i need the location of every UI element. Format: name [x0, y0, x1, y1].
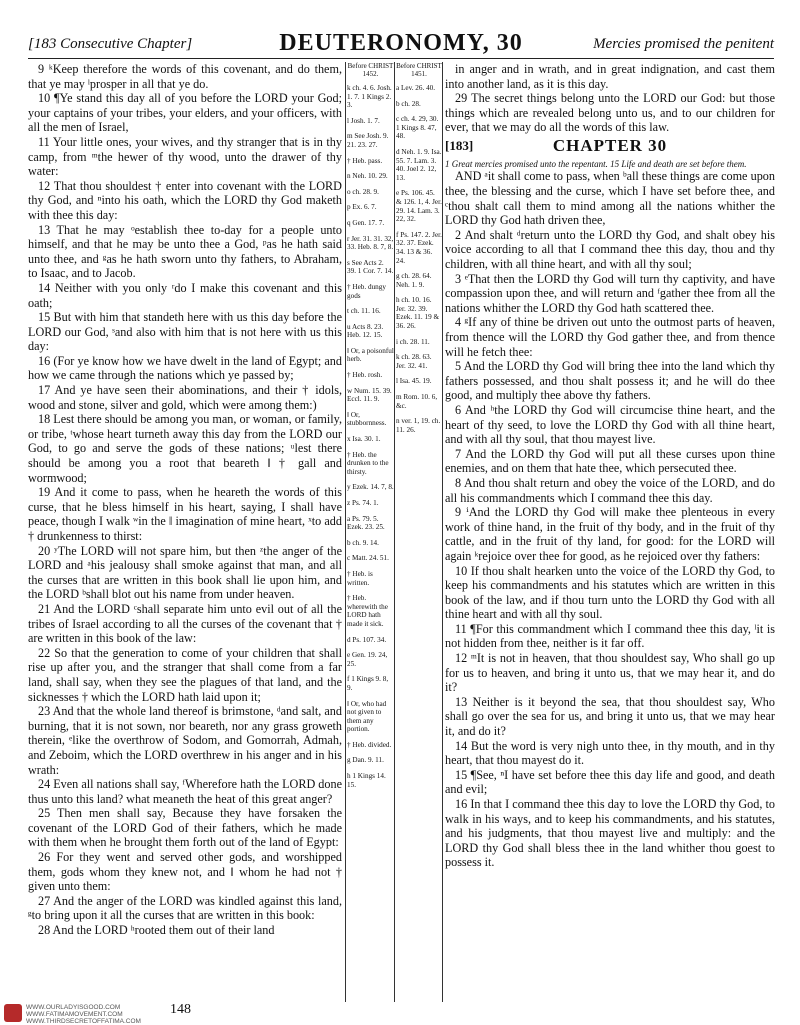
site-logo-icon — [4, 1004, 22, 1022]
verse: 8 And thou shalt return and obey the voice of the LORD, and do all his commandments which I command thee this day. — [445, 475, 775, 505]
verse: 10 ¶Ye stand this day all of you before the LORD your God; your captains of your tribes, your elders, and your officers, with all the men of Israel, — [28, 91, 342, 135]
verse: 4 ᵍIf any of thine be driven out unto the outmost parts of heaven, from thence will the LORD thy God gather thee, and from thence will he fetch thee: — [445, 315, 775, 359]
page-footer — [0, 1004, 800, 1024]
margin-reference: q Gen. 17. 7. — [347, 218, 385, 227]
margin-reference: o ch. 28. 9. — [347, 187, 379, 196]
verse: 16 (For ye know how we have dwelt in the land of Egypt; and how we came through the nations which ye passed by; — [28, 353, 342, 383]
verse: 18 Lest there should be among you man, or woman, or family, or tribe, ᵗwhose heart turneth away this day from the LORD our God, to go and serve the gods of these nations; ᵘlest there should be among you a root that beareth ‖ † gall and wormwood; — [28, 412, 342, 485]
margin-reference: t ch. 11. 16. — [347, 307, 381, 316]
margin-reference: e Gen. 19. 24, 25. — [347, 651, 388, 668]
verse: 3 ᵉThat then the LORD thy God will turn thy captivity, and have compassion upon thee, and will return and ᶠgather thee from all the nations whither the LORD thy God hath scattered thee. — [445, 271, 775, 315]
verse: AND ᵃit shall come to pass, when ᵇall these things are come upon thee, the blessing and the curse, which I have set before thee, and ᶜthou shalt call them to mind among all the nations whither the LORD thy God hath driven thee, — [445, 169, 775, 228]
verse: 12 That thou shouldest † enter into covenant with the LORD thy God, and ⁿinto his oath, which the LORD thy God maketh with thee this day: — [28, 178, 342, 222]
consecutive-chapter-label: [183 Consecutive Chapter] — [28, 36, 193, 52]
margin-reference: † Heb. the drunken to the thirsty. — [347, 450, 389, 476]
margin-reference: i ch. 28. 11. — [396, 337, 430, 346]
margin-reference: b ch. 28. — [396, 99, 421, 108]
era-note: Before CHRIST 1451. — [396, 62, 442, 78]
verse: 26 For they went and served other gods, and worshipped them, gods whom they knew not, and ‖ whom he had not † given unto them: — [28, 850, 342, 894]
verse: 6 And ʰthe LORD thy God will circumcise thine heart, and the heart of thy seed, to love the LORD thy God with all thine heart, and with all thy soul, that thou mayest live. — [445, 402, 775, 447]
margin-reference: g ch. 28. 64. Neh. 1. 9. — [396, 272, 432, 289]
margin-references-left — [347, 62, 394, 796]
footer-links — [26, 1004, 141, 1025]
verse: 28 And the LORD ʰrooted them out of their land — [38, 923, 275, 938]
margin-reference: e Ps. 106. 45. & 126. 1, 4. Jer. 29. 14. Lam. 3. 22, 32. — [396, 189, 442, 224]
margin-reference: † Heb. dungy gods — [347, 282, 386, 300]
verse: 2 And shalt ᵈreturn unto the LORD thy God, and shalt obey his voice according to all that I command thee this day, thou and thy children, with all thine heart, and with all thy soul; — [445, 227, 775, 272]
margin-reference: † Heb. wherewith the LORD hath made it sick. — [347, 594, 388, 628]
verse: 11 ¶For this commandment which I command thee this day, ˡit is not hidden from thee, neither is it far off. — [445, 621, 775, 651]
margin-reference: n ver. 1, 19. ch. 11. 26. — [396, 417, 441, 434]
margin-reference: † Heb. rosh. — [347, 371, 383, 380]
margin-reference: h ch. 10. 16. Jer. 32. 39. Ezek. 11. 19 & 36. 26. — [396, 296, 440, 331]
column-divider — [394, 62, 395, 1002]
margin-reference: p Ex. 6. 7. — [347, 203, 377, 212]
verse: 15 ¶See, ⁿI have set before thee this day life and good, and death and evil; — [445, 767, 775, 797]
margin-reference: l Josh. 1. 7. — [347, 116, 380, 125]
margin-reference: n Neh. 10. 29. — [347, 172, 388, 181]
verse: 23 And that the whole land thereof is brimstone, ᵈand salt, and burning, that it is not sown, nor beareth, nor any grass groweth therein, ᵉlike the overthrow of Sodom, and Gomorrah, Admah, and Zeboim, which the LORD overthrew in his anger and in his wrath: — [28, 704, 342, 777]
margin-reference: ‖ Or, who had not given to them any portion. — [347, 699, 387, 734]
margin-reference: z Ps. 74. 1. — [347, 499, 379, 507]
margin-references-right — [396, 62, 442, 441]
margin-reference: a Ps. 79. 5. Ezek. 23. 25. — [347, 514, 385, 532]
page-header — [28, 30, 774, 59]
column-divider — [345, 62, 346, 1002]
verse: 17 And ye have seen their abominations, and their † idols, wood and stone, silver and gold, which were among them:) — [28, 383, 342, 412]
verse: 13 That he may ᵒestablish thee to-day for a people unto himself, and that he may be unto thee a God, ᵖas he hath said unto thee, and ᵍas he hath sworn unto thy fathers, to Abraham, to Isaac, and to Jacob. — [28, 222, 342, 281]
verse: 14 But the word is very nigh unto thee, in thy mouth, and in thy heart, that thou mayest do it. — [445, 738, 775, 768]
margin-reference: l Isa. 45. 19. — [396, 377, 432, 386]
verse: 29 The secret things belong unto the LORD our God: but those things which are revealed belong unto us, and to our children for ever, that we may do all the words of this law. — [445, 91, 775, 135]
verse: 14 Neither with you only ʳdo I make this covenant and this oath; — [28, 280, 342, 310]
verse: 27 And the anger of the LORD was kindled against this land, ᵍto bring upon it all the curses that are written in this book: — [28, 893, 342, 923]
page-number: 148 — [170, 1002, 191, 1017]
chapter-consecutive-number: [183] — [445, 137, 474, 153]
margin-reference: c Matt. 24. 51. — [347, 554, 389, 563]
margin-reference: k ch. 28. 63. Jer. 32. 41. — [396, 353, 432, 370]
running-head: Mercies promised the penitent — [593, 36, 774, 52]
margin-reference: g Dan. 9. 11. — [347, 756, 384, 765]
margin-reference: c ch. 4. 29, 30. 1 Kings 8. 47, 48. — [396, 115, 439, 141]
left-text-column — [28, 62, 342, 938]
margin-reference: r Jer. 31. 31. 32, 33. Heb. 8. 7, 8. — [347, 234, 394, 252]
verse: 9 ⁱAnd the LORD thy God will make thee plenteous in every work of thine hand, in the fruit of thy body, and in the fruit of thy cattle, and in the fruit of thy land, for good: for the LORD will again ᵏrejoice over thee for good, as he rejoiced over thy fathers: — [445, 505, 775, 563]
verse: 12 ᵐIt is not in heaven, that thou shouldest say, Who shall go up for us to heaven, and bring it unto us, that we may hear it, and do it? — [445, 651, 775, 695]
verse: 15 But with him that standeth here with us this day before the LORD our God, ˢand also with him that is not here with us this day: — [28, 310, 342, 354]
verse: 7 And the LORD thy God will put all these curses upon thine enemies, and on them that hate thee, which persecuted thee. — [445, 446, 775, 476]
margin-reference: m Rom. 10. 6, &c. — [396, 393, 438, 410]
margin-reference: d Neh. 1. 9. Isa. 55. 7. Lam. 3. 40. Joel 2. 12, 13. — [396, 147, 442, 182]
era-note: Before CHRIST 1452. — [347, 62, 394, 78]
verse: 16 In that I command thee this day to love the LORD thy God, to walk in his ways, and to keep his commandments, and his statutes, and his judgments, that thou mayest live and multiply: and the LORD thy God shall bless thee in the land whither thou goest to possess it. — [445, 797, 775, 870]
margin-reference: † Heb. divided. — [347, 740, 392, 749]
verse: 20 ʸThe LORD will not spare him, but then ᶻthe anger of the LORD and ᵃhis jealousy shall smoke against that man, and all the curses that are written in this book shall lie upon him, and the LORD ᵇshall blot out his name from under heaven. — [28, 543, 342, 602]
margin-reference: m See Josh. 9. 21. 23. 27. — [347, 132, 389, 149]
verse: 10 If thou shalt hearken unto the voice of the LORD thy God, to keep his commandments and his statutes which are written in this book of the law, and if thou turn unto the LORD thy God with all thine heart and with all thy soul. — [445, 563, 775, 622]
margin-reference: ‖ Or, a poisonful herb. — [347, 346, 394, 364]
footer-link[interactable]: WWW.FATIMAMOVEMENT.COM — [26, 1011, 123, 1018]
margin-reference: † Heb. is written. — [347, 569, 373, 587]
right-text-column — [445, 62, 775, 870]
chapter-title: CHAPTER 30 — [552, 135, 668, 155]
margin-reference: x Isa. 30. 1. — [347, 435, 381, 444]
verse: in anger and in wrath, and in great indignation, and cast them into another land, as it is this day. — [445, 62, 775, 91]
verse: 11 Your little ones, your wives, and thy stranger that is in thy camp, from ᵐthe hewer of thy wood, unto the drawer of thy water: — [28, 134, 342, 179]
margin-reference: s See Acts 2. 39. 1 Cor. 7. 14. — [347, 258, 394, 276]
margin-reference: † Heb. pass. — [347, 156, 383, 165]
margin-reference: k ch. 4. 6. Josh. 1. 7. 1 Kings 2. 3. — [347, 84, 392, 110]
verse: 21 And the LORD ᶜshall separate him unto evil out of all the tribes of Israel according to all the curses of the covenant that † are written in this book of the law: — [28, 601, 342, 646]
book-title: DEUTERONOMY, 30 — [279, 30, 523, 56]
margin-reference: h 1 Kings 14. 15. — [347, 772, 386, 789]
chapter-summary: 1 Great mercies promised unto the repentant. 15 Life and death are set before them. — [445, 158, 747, 169]
verse: 5 And the LORD thy God will bring thee into the land which thy fathers possessed, and thou shalt possess it; and he will do thee good, and multiply thee above thy fathers. — [445, 359, 775, 403]
margin-reference: a Lev. 26. 40. — [396, 84, 436, 92]
margin-reference: b ch. 9. 14. — [347, 538, 379, 547]
margin-reference: f Ps. 147. 2. Jer. 32. 37. Ezek. 34. 13 & 36. 24. — [396, 230, 442, 265]
verse: 24 Even all nations shall say, ᶠWherefore hath the LORD done thus unto this land? what meaneth the heat of this great anger? — [28, 777, 342, 806]
verse: 9 ᵏKeep therefore the words of this covenant, and do them, that ye may ˡprosper in all that ye do. — [28, 62, 342, 91]
margin-reference: d Ps. 107. 34. — [347, 635, 387, 644]
column-divider — [442, 62, 443, 1002]
margin-reference: y Ezek. 14. 7, 8. — [347, 483, 394, 492]
margin-reference: f 1 Kings 9. 8, 9. — [347, 675, 389, 692]
margin-reference: u Acts 8. 23. Heb. 12. 15. — [347, 322, 384, 340]
verse: 13 Neither is it beyond the sea, that thou shouldest say, Who shall go over the sea for us, and bring it unto us, that we may hear it, and do it? — [445, 694, 775, 739]
margin-reference: ‖ Or, stubbornness. — [347, 410, 387, 428]
footer-link[interactable]: WWW.OURLADYISGOOD.COM — [26, 1004, 121, 1011]
margin-reference: w Num. 15. 39. Eccl. 11. 9. — [347, 386, 392, 404]
verse: 19 And it come to pass, when he heareth the words of this curse, that he bless himself in his heart, saying, I shall have peace, though I walk ʷin the ‖ imagination of mine heart, ˣto add † drunkenness to thirst: — [28, 485, 342, 543]
footer-link[interactable]: WWW.THIRDSECRETOFFATIMA.COM — [26, 1018, 141, 1025]
verse: 22 So that the generation to come of your children that shall rise up after you, and the stranger that shall come from a far land, shall say, when they see the plagues of that land, and the sicknesses † which the LORD hath laid upon it; — [28, 645, 342, 704]
verse: 25 Then men shall say, Because they have forsaken the covenant of the LORD God of their fathers, which he made with them when he brought them forth out of the land of Egypt: — [28, 806, 342, 850]
chapter-heading — [445, 135, 775, 157]
